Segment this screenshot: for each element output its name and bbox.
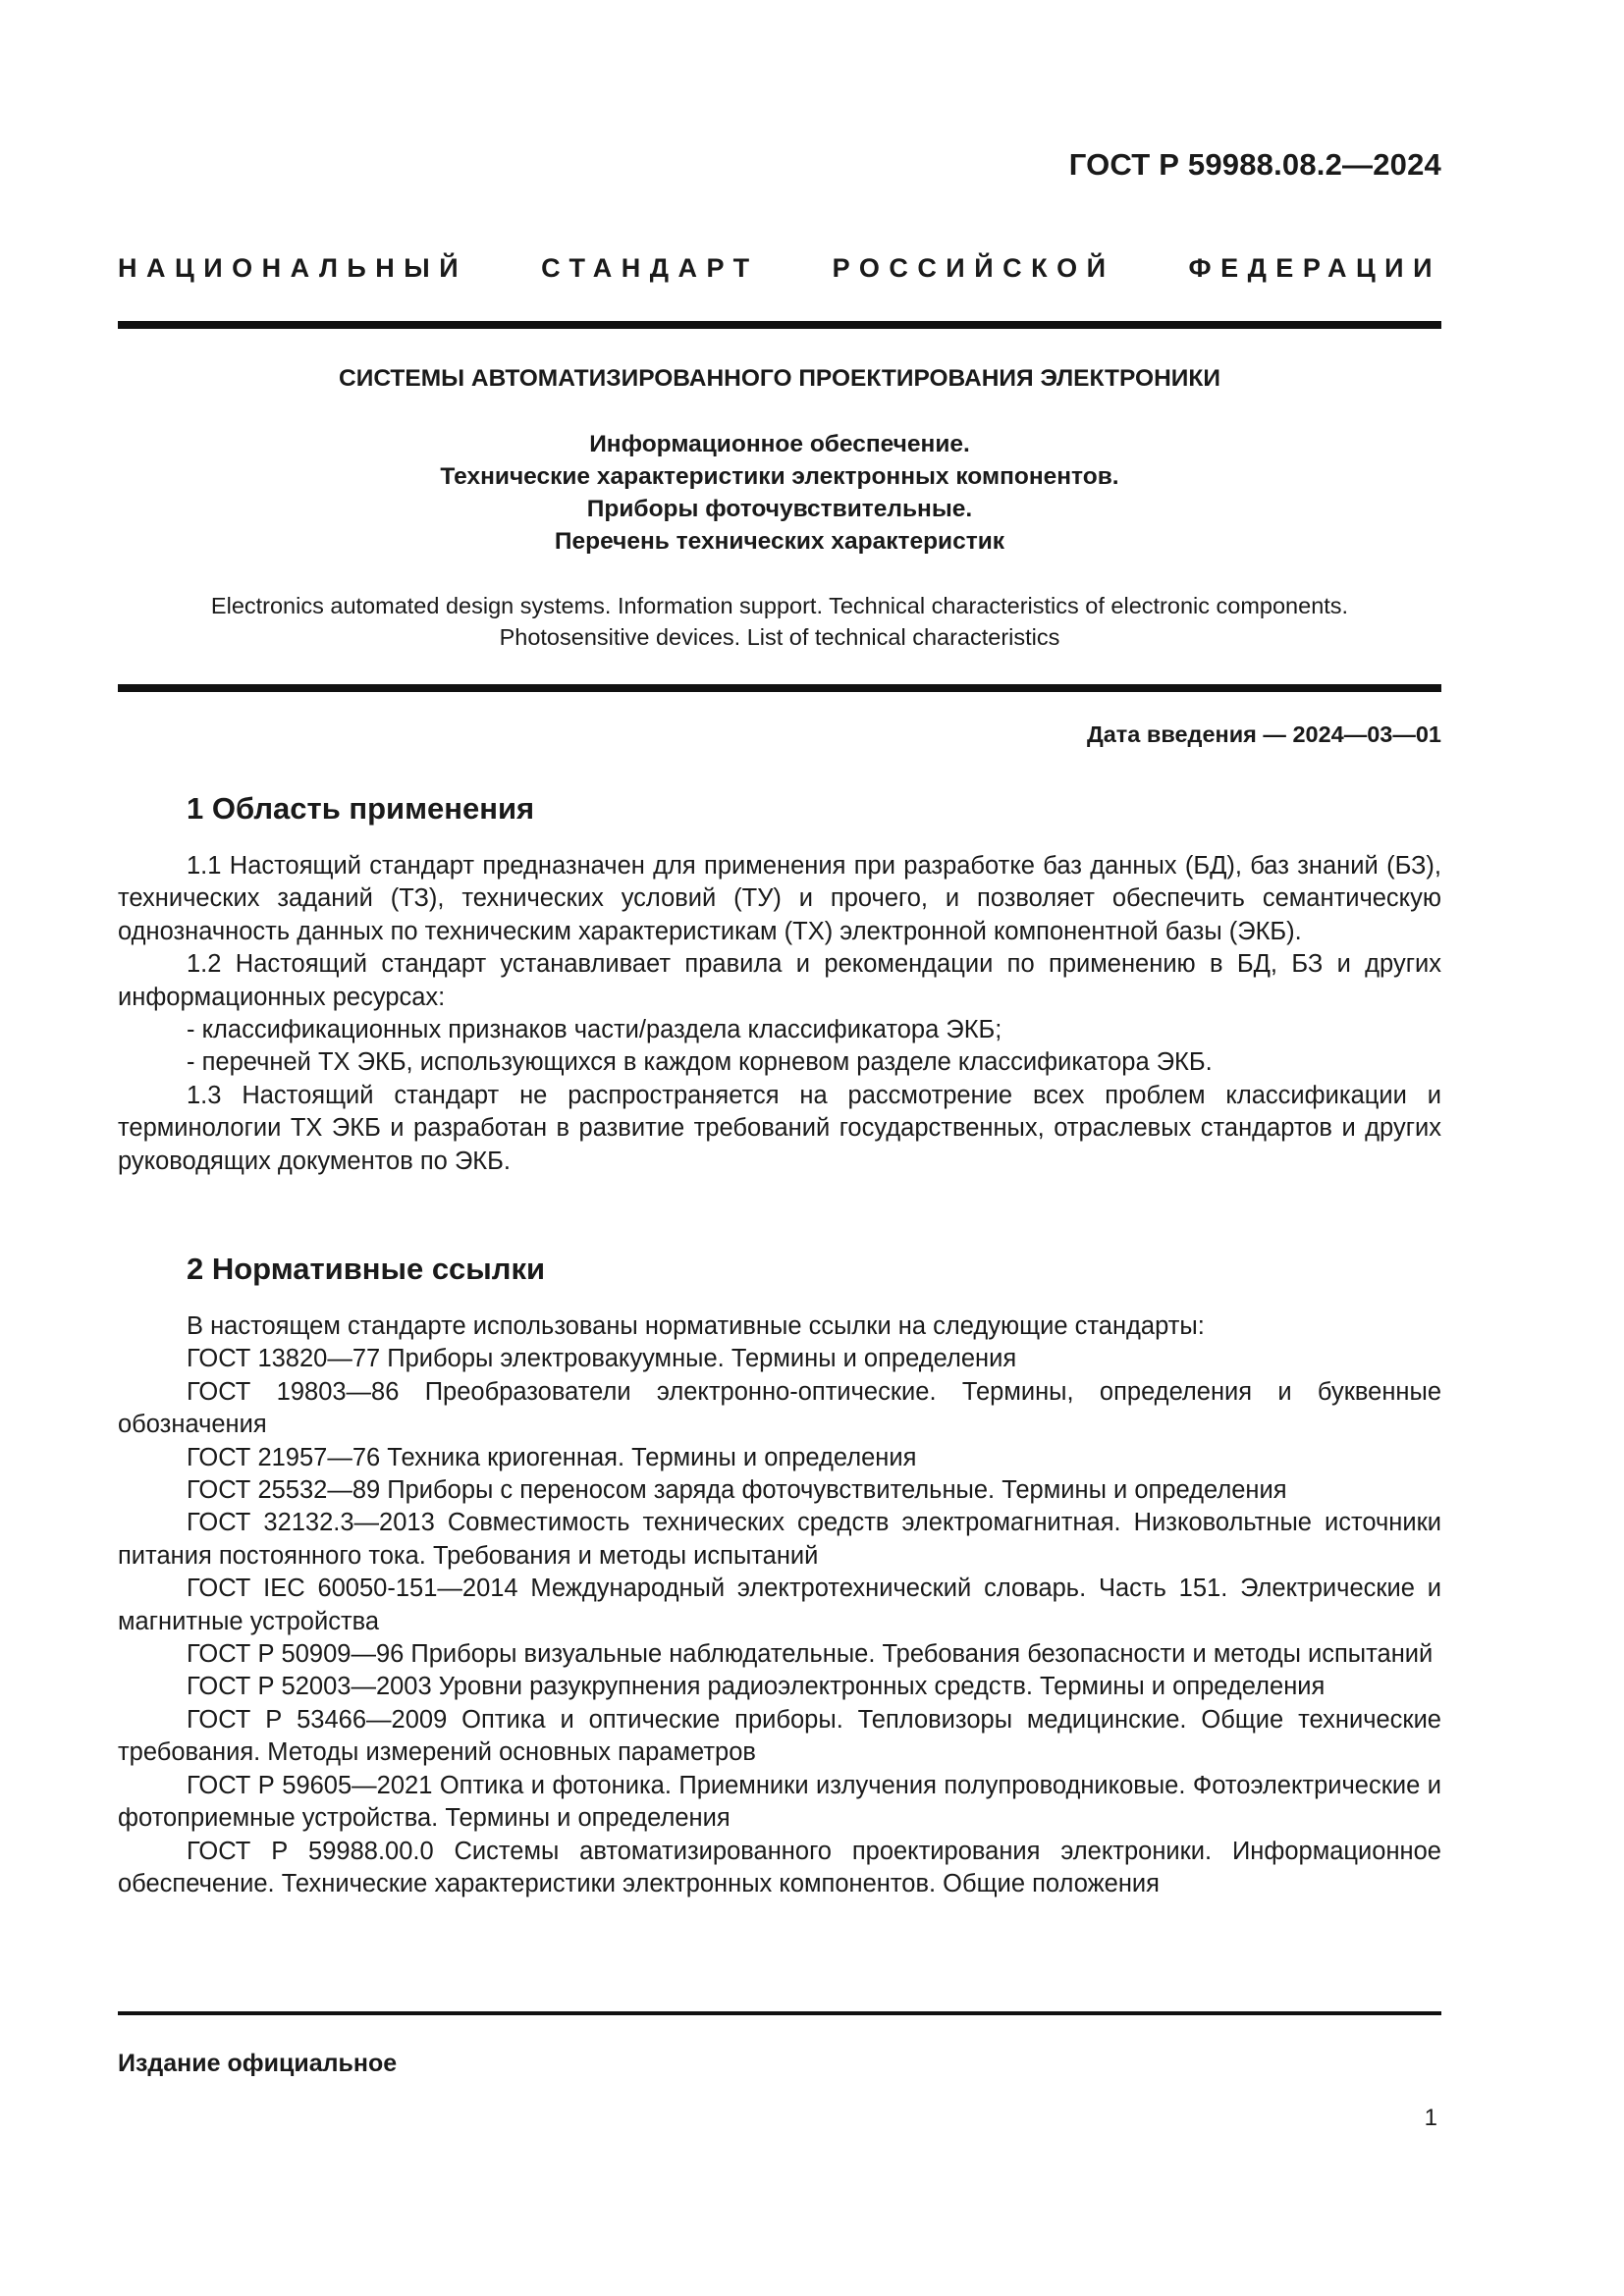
reference-item: ГОСТ IEC 60050-151—2014 Международный электротехнический словарь. Часть 151. Электрические и магнитные устройства bbox=[118, 1575, 1441, 1635]
reference-item: ГОСТ 21957—76 Техника криогенная. Термины и определения bbox=[187, 1443, 917, 1471]
reference-item: ГОСТ 25532—89 Приборы с переносом заряда фоточувствительные. Термины и определения bbox=[187, 1476, 1287, 1505]
page-number: 1 bbox=[1424, 2105, 1437, 2131]
official-edition-label: Издание официальное bbox=[118, 2050, 398, 2077]
title-bottom-rule bbox=[118, 684, 1441, 692]
introduction-date: Дата введения — 2024—03—01 bbox=[1086, 721, 1441, 747]
english-title-line: Photosensitive devices. List of technical characteristics bbox=[499, 624, 1060, 650]
subtitle-block bbox=[118, 428, 1441, 558]
reference-item: ГОСТ 32132.3—2013 Совместимость технических средств электромагнитная. Низковольтные источники питания постоянного тока. Требования и методы испытаний bbox=[118, 1509, 1441, 1570]
paragraph: 1.2 Настоящий стандарт устанавливает правила и рекомендации по применению в БД, БЗ и других информационных ресурсах: bbox=[118, 950, 1441, 1011]
main-title: СИСТЕМЫ АВТОМАТИЗИРОВАННОГО ПРОЕКТИРОВАНИЯ ЭЛЕКТРОНИКИ bbox=[339, 365, 1220, 392]
national-standard-banner: НАЦИОНАЛЬНЫЙ СТАНДАРТ РОССИЙСКОЙ ФЕДЕРАЦИИ bbox=[118, 253, 1441, 283]
subtitle-line: Технические характеристики электронных компонентов. bbox=[440, 463, 1119, 490]
reference-item: ГОСТ Р 53466—2009 Оптика и оптические приборы. Тепловизоры медицинские. Общие технические требования. Методы измерений основных параметров bbox=[118, 1705, 1441, 1767]
reference-item: ГОСТ 13820—77 Приборы электровакуумные. Термины и определения bbox=[187, 1345, 1017, 1373]
reference-item: ГОСТ 19803—86 Преобразователи электронно-оптические. Термины, определения и буквенные обозначения bbox=[118, 1377, 1441, 1439]
english-title bbox=[118, 590, 1441, 653]
english-title-line: Electronics automated design systems. Information support. Technical characteristics of electronic components. bbox=[210, 593, 1349, 618]
footer-rule bbox=[118, 2011, 1441, 2015]
section-2-body bbox=[118, 1310, 1441, 1900]
paragraph: В настоящем стандарте использованы нормативные ссылки на следующие стандарты: bbox=[187, 1312, 1205, 1340]
top-rule bbox=[118, 321, 1441, 329]
reference-item: ГОСТ Р 52003—2003 Уровни разукрупнения радиоэлектронных средств. Термины и определения bbox=[187, 1673, 1326, 1701]
list-item: - перечней ТХ ЭКБ, использующихся в каждом корневом разделе классификатора ЭКБ. bbox=[187, 1048, 1213, 1077]
subtitle-line: Приборы фоточувствительные. bbox=[586, 496, 973, 522]
section-2-heading: 2 Нормативные ссылки bbox=[187, 1252, 546, 1286]
paragraph: 1.1 Настоящий стандарт предназначен для применения при разработке баз данных (БД), баз знаний (БЗ), технических заданий (ТЗ), технических условий (ТУ) и прочего, и позволяет обеспечить семантическую однозначность данных по техническим характеристикам (ТХ) электронной компонентной базы (ЭКБ). bbox=[118, 852, 1441, 945]
reference-item: ГОСТ Р 50909—96 Приборы визуальные наблюдательные. Требования безопасности и методы испытаний bbox=[187, 1640, 1434, 1669]
subtitle-line: Информационное обеспечение. bbox=[589, 431, 970, 457]
reference-item: ГОСТ Р 59605—2021 Оптика и фотоника. Приемники излучения полупроводниковые. Фотоэлектрические и фотоприемные устройства. Термины и определения bbox=[118, 1771, 1441, 1833]
paragraph: 1.3 Настоящий стандарт не распространяется на рассмотрение всех проблем классификации и терминологии ТХ ЭКБ и разработан в развитие требований государственных, отраслевых стандартов и других руководящих документов по ЭКБ. bbox=[118, 1081, 1441, 1175]
document-code: ГОСТ Р 59988.08.2—2024 bbox=[1068, 147, 1441, 182]
subtitle-line: Перечень технических характеристик bbox=[554, 528, 1005, 555]
list-item: - классификационных признаков части/раздела классификатора ЭКБ; bbox=[187, 1016, 1002, 1044]
section-1-heading: 1 Область применения bbox=[187, 791, 535, 826]
section-1-body bbox=[118, 850, 1441, 1178]
reference-item: ГОСТ Р 59988.00.0 Системы автоматизированного проектирования электроники. Информационное обеспечение. Технические характеристики электронных компонентов. Общие положения bbox=[118, 1837, 1441, 1897]
